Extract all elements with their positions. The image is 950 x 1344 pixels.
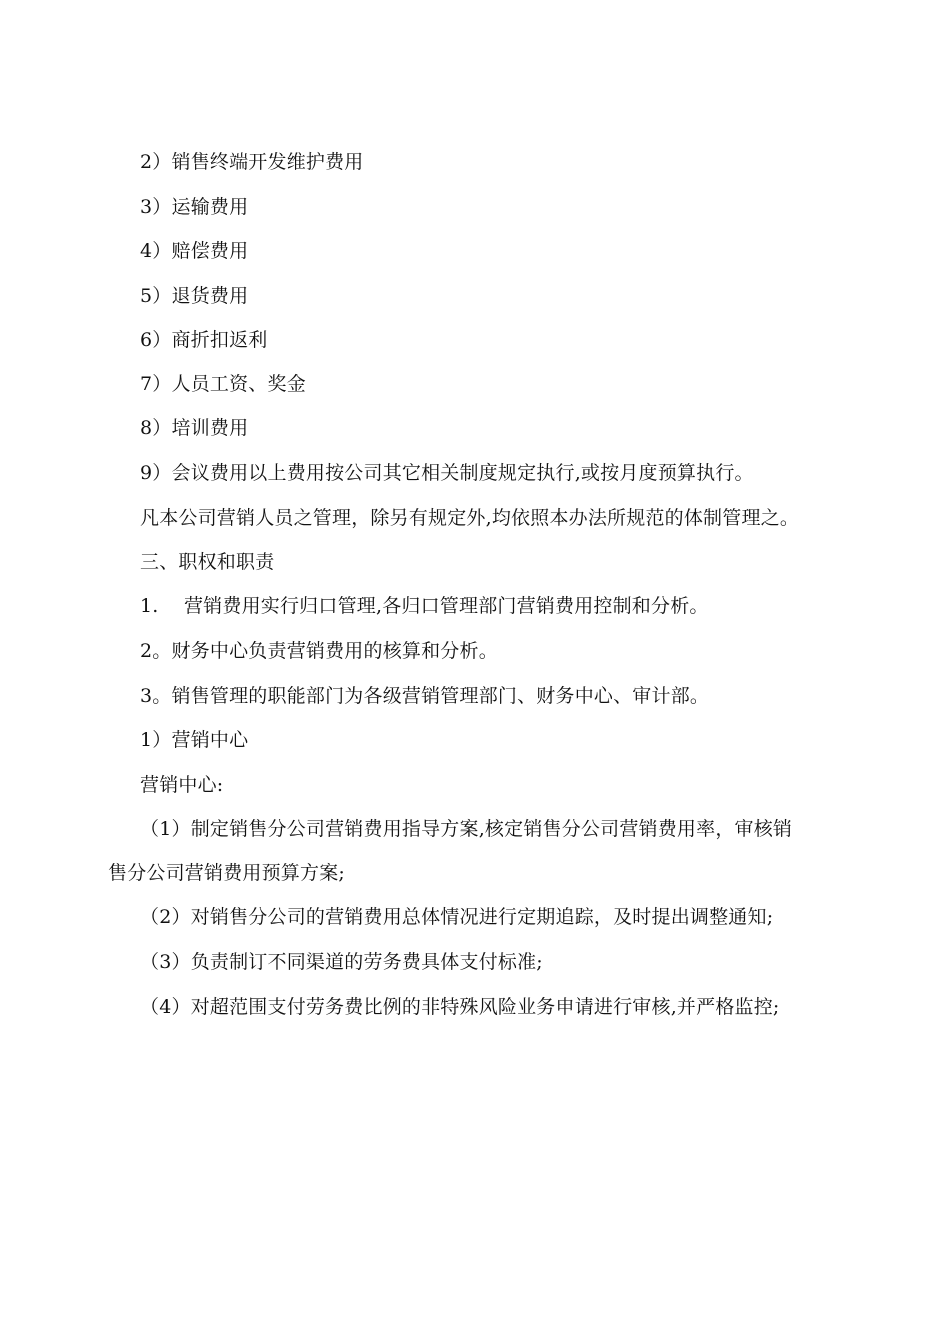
text-line-item-7: 7）人员工资、奖金 bbox=[140, 373, 306, 395]
text-line-point-1: 1. 营销费用实行归口管理,各归口管理部门营销费用控制和分析。 bbox=[140, 595, 709, 617]
text-line-item-6: 6）商折扣返利 bbox=[140, 329, 268, 351]
text-line-item-9: 9）会议费用以上费用按公司其它相关制度规定执行,或按月度预算执行。 bbox=[140, 462, 754, 484]
text-line-label: 营销中心: bbox=[140, 774, 224, 796]
text-line-duty-2: （2）对销售分公司的营销费用总体情况进行定期追踪，及时提出调整通知; bbox=[140, 906, 774, 928]
text-line-item-2: 2）销售终端开发维护费用 bbox=[140, 151, 364, 173]
text-line-duty-4: （4）对超范围支付劳务费比例的非特殊风险业务申请进行审核,并严格监控; bbox=[140, 996, 780, 1018]
text-line-item-3: 3）运输费用 bbox=[140, 196, 249, 218]
text-paragraph-scope: 凡本公司营销人员之管理，除另有规定外,均依照本办法所规范的体制管理之。 bbox=[140, 507, 800, 529]
text-line-item-5: 5）退货费用 bbox=[140, 285, 249, 307]
text-line-point-3: 3。销售管理的职能部门为各级营销管理部门、财务中心、审计部。 bbox=[140, 685, 710, 707]
text-line-duty-3: （3）负责制订不同渠道的劳务费具体支付标准; bbox=[140, 951, 543, 973]
text-line-subitem-1: 1）营销中心 bbox=[140, 729, 249, 751]
text-line-point-2: 2。财务中心负责营销费用的核算和分析。 bbox=[140, 640, 498, 662]
text-line-duty-1b: 售分公司营销费用预算方案; bbox=[108, 862, 346, 884]
text-line-item-4: 4）赔偿费用 bbox=[140, 240, 249, 262]
text-line-duty-1a: （1）制定销售分公司营销费用指导方案,核定销售分公司营销费用率，审核销 bbox=[140, 818, 793, 840]
text-line-item-8: 8）培训费用 bbox=[140, 417, 249, 439]
section-heading: 三、职权和职责 bbox=[140, 551, 275, 573]
